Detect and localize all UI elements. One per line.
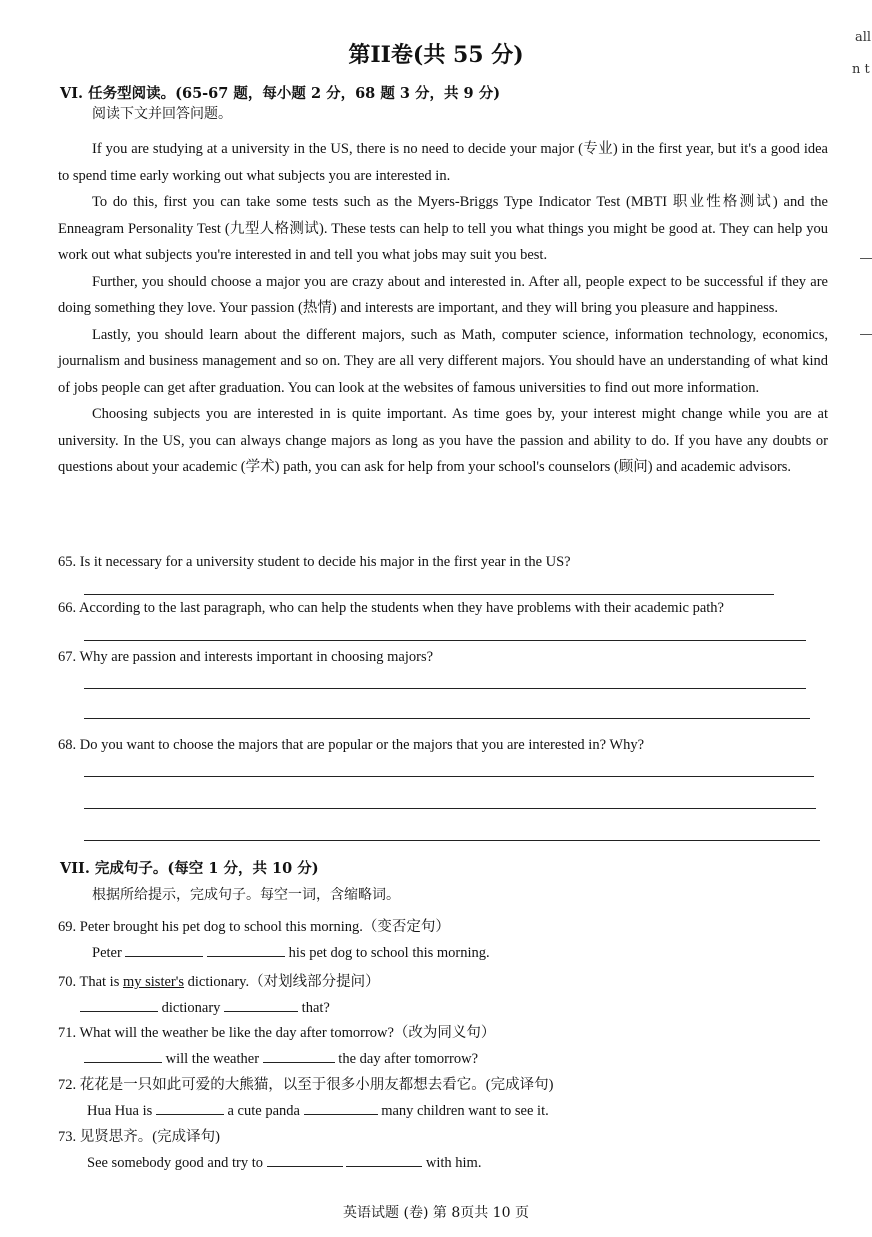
item-69-answer xyxy=(92,942,490,962)
sentence-text: See somebody good and try to xyxy=(87,1155,263,1171)
question-68: 68. Do you want to choose the majors that are popular or the majors that you are interested in? Why? xyxy=(58,737,645,753)
item-71-answer xyxy=(84,1048,478,1068)
reading-passage xyxy=(58,136,828,481)
sentence-text: 70. That is xyxy=(58,974,123,990)
page-footer: 英语试题 (卷) 第 8页共 10 页 xyxy=(343,1205,529,1221)
sentence-text: his pet dog to school this morning. xyxy=(288,945,490,961)
answer-line[interactable] xyxy=(84,808,816,809)
item-70-answer xyxy=(80,997,330,1017)
margin-mark xyxy=(860,258,872,259)
passage-paragraph: Further, you should choose a major you are crazy about and interested in. After all, people expect to be successful if they are doing something they love. Your passion (热情) and interests are important, and they will bring you pleasure and happiness. xyxy=(58,273,828,316)
item-71-prompt: 71. What will the weather be like the day after tomorrow?（改为同义句） xyxy=(58,1025,496,1041)
item-70-prompt xyxy=(58,970,380,991)
margin-fragment: all xyxy=(855,30,872,45)
answer-line[interactable] xyxy=(84,776,814,777)
section-7-instruction: 根据所给提示，完成句子。每空一词，含缩略词。 xyxy=(92,887,400,903)
sentence-text: the day after tomorrow? xyxy=(338,1051,479,1067)
section-7-heading: VII. 完成句子。(每空 1 分，共 10 分) xyxy=(60,860,319,877)
item-72-answer xyxy=(87,1100,549,1120)
passage-paragraph: To do this, first you can take some tests such as the Myers-Briggs Type Indicator Test (MBTI 职业性格测试) and the Enneagram Personality Test (九型人格测试). These tests can help to tell you what things you might be good at. They can help you work out what subjects you're interested in and tell you what jobs may suit you best. xyxy=(58,194,828,263)
blank[interactable] xyxy=(125,942,203,957)
blank[interactable] xyxy=(263,1048,335,1063)
blank[interactable] xyxy=(156,1100,224,1115)
passage-paragraph: Choosing subjects you are interested in is quite important. As time goes by, your interest might change while you are at university. In the US, you can always change majors as long as you have the passion and ability to do. If you have any doubts or questions about your academic (学术) path, you can ask for help from your school's counselors (顾问) and academic advisors. xyxy=(58,406,828,475)
item-69-prompt: 69. Peter brought his pet dog to school this morning.（变否定句） xyxy=(58,919,450,935)
page-title: 第II卷(共 55 分) xyxy=(348,42,524,68)
blank[interactable] xyxy=(84,1048,162,1063)
question-65: 65. Is it necessary for a university student to decide his major in the first year in the US? xyxy=(58,554,571,570)
blank[interactable] xyxy=(304,1100,378,1115)
blank[interactable] xyxy=(80,997,158,1012)
section-6-instruction: 阅读下文并回答问题。 xyxy=(92,106,232,122)
answer-line[interactable] xyxy=(84,688,806,689)
sentence-text: dictionary.（对划线部分提问） xyxy=(184,974,380,990)
sentence-text: that? xyxy=(301,1000,330,1016)
underlined-part: my sister's xyxy=(122,974,185,990)
item-73-prompt: 73. 见贤思齐。(完成译句) xyxy=(58,1129,220,1145)
passage-paragraph: Lastly, you should learn about the different majors, such as Math, computer science, information technology, economics, journalism and business management and so on. They are all very different majors. You should have an understanding of what kind of jobs people can get after graduation. You can look at the websites of famous universities to find out more information. xyxy=(58,326,828,396)
question-67: 67. Why are passion and interests important in choosing majors? xyxy=(58,649,434,665)
sentence-text: a cute panda xyxy=(227,1103,300,1119)
answer-line[interactable] xyxy=(84,594,774,595)
blank[interactable] xyxy=(224,997,298,1012)
answer-line[interactable] xyxy=(84,840,820,841)
sentence-text: Hua Hua is xyxy=(87,1103,153,1119)
sentence-text: Peter xyxy=(92,945,122,961)
answer-line[interactable] xyxy=(84,718,810,719)
section-6-heading: VI. 任务型阅读。(65-67 题，每小题 2 分，68 题 3 分，共 9 分) xyxy=(60,85,501,102)
sentence-text: dictionary xyxy=(161,1000,221,1016)
blank[interactable] xyxy=(346,1152,422,1167)
sentence-text: will the weather xyxy=(165,1051,260,1067)
passage-paragraph: If you are studying at a university in the US, there is no need to decide your major (专业) in the first year, but it's a good idea to spend time early working out what subjects you are interested in. xyxy=(58,141,828,184)
margin-fragment: n t xyxy=(852,62,870,77)
item-73-answer xyxy=(87,1152,481,1172)
answer-line[interactable] xyxy=(84,640,806,641)
sentence-text: many children want to see it. xyxy=(381,1103,549,1119)
item-72-prompt: 72. 花花是一只如此可爱的大熊猫，以至于很多小朋友都想去看它。(完成译句) xyxy=(58,1077,554,1093)
blank[interactable] xyxy=(207,942,285,957)
sentence-text: with him. xyxy=(425,1155,482,1171)
margin-mark xyxy=(860,334,872,335)
question-66: 66. According to the last paragraph, who can help the students when they have problems with their academic path? xyxy=(58,600,724,616)
blank[interactable] xyxy=(267,1152,343,1167)
